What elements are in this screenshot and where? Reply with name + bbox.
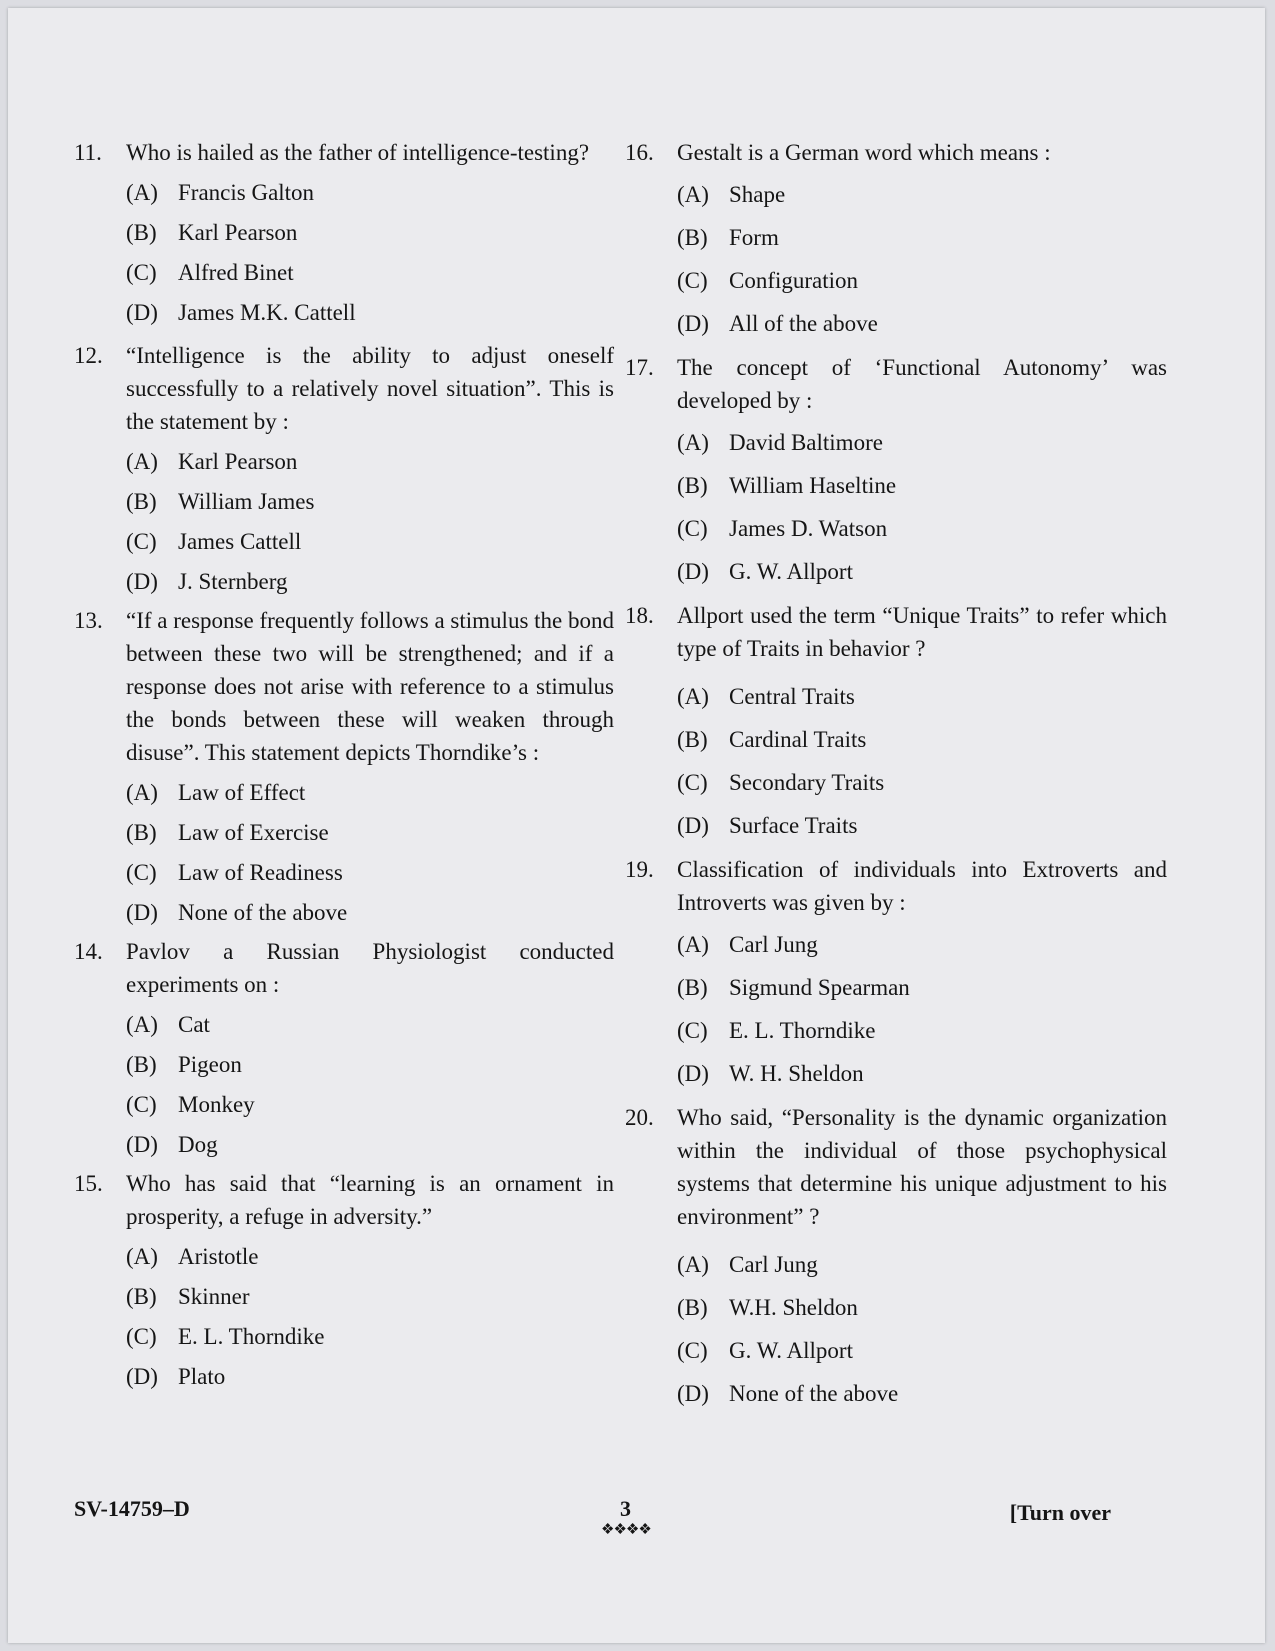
- question-11: [74, 136, 614, 333]
- question-text: Classification of individuals into Extroverts and Introverts was given by :: [677, 857, 1167, 915]
- option-c: (C) Monkey: [126, 1092, 255, 1117]
- question-text: Allport used the term “Unique Traits” to refer which type of Traits in behavior ?: [677, 603, 1167, 661]
- option-a: (A) Central Traits: [677, 684, 855, 709]
- question-number: 15.: [74, 1171, 103, 1196]
- option-a: (A) Carl Jung: [677, 1252, 818, 1277]
- option-b: (B) Sigmund Spearman: [677, 975, 910, 1000]
- option-d: (D) None of the above: [126, 900, 348, 925]
- option-d: (D) Dog: [126, 1132, 218, 1157]
- option-d: (D) Plato: [126, 1364, 226, 1389]
- question-13: [74, 604, 614, 933]
- question-text: Gestalt is a German word which means :: [677, 140, 1051, 165]
- left-column: [74, 136, 614, 1397]
- question-number: 11.: [74, 140, 102, 165]
- option-b: (B) Form: [677, 225, 779, 250]
- option-d: (D) Surface Traits: [677, 813, 858, 838]
- option-b: (B) William Haseltine: [677, 473, 897, 498]
- option-a: (A) Francis Galton: [126, 180, 315, 205]
- option-b: (B) Law of Exercise: [126, 820, 329, 845]
- question-text: Pavlov a Russian Physiologist conducted experiments on :: [126, 939, 614, 997]
- question-number: 14.: [74, 939, 103, 964]
- question-text: The concept of ‘Functional Autonomy’ was developed by :: [677, 355, 1167, 413]
- option-c: (C) Configuration: [677, 268, 859, 293]
- option-a: (A) Aristotle: [126, 1244, 259, 1269]
- option-c: (C) E. L. Thorndike: [677, 1018, 876, 1043]
- question-text: Who is hailed as the father of intelligence-testing?: [126, 140, 590, 165]
- option-c: (C) James D. Watson: [677, 516, 888, 541]
- option-c: (C) Secondary Traits: [677, 770, 885, 795]
- option-b: (B) William James: [126, 489, 315, 514]
- option-a: (A) Cat: [126, 1012, 210, 1037]
- question-text: Who said, “Personality is the dynamic organization within the individual of those psychophysical systems that determine his unique adjustment to his environment” ?: [677, 1105, 1167, 1229]
- option-c: (C) Alfred Binet: [126, 260, 294, 285]
- option-a: (A) Carl Jung: [677, 932, 818, 957]
- question-number: 18.: [625, 603, 654, 628]
- option-c: (C) G. W. Allport: [677, 1338, 853, 1363]
- question-number: 20.: [625, 1105, 654, 1130]
- option-a: (A) David Baltimore: [677, 430, 883, 455]
- question-number: 13.: [74, 608, 103, 633]
- question-14: [74, 935, 614, 1165]
- question-20: [625, 1101, 1167, 1415]
- option-c: (C) James Cattell: [126, 529, 302, 554]
- option-d: (D) All of the above: [677, 311, 878, 336]
- question-number: 17.: [625, 355, 654, 380]
- option-b: (B) Karl Pearson: [126, 220, 298, 245]
- question-number: 12.: [74, 343, 103, 368]
- option-c: (C) E. L. Thorndike: [126, 1324, 325, 1349]
- question-19: [625, 853, 1167, 1095]
- question-number: 16.: [625, 140, 654, 165]
- option-d: (D) None of the above: [677, 1381, 899, 1406]
- question-text: Who has said that “learning is an ornament in prosperity, a refuge in adversity.”: [126, 1171, 614, 1229]
- turn-over-label: [Turn over: [1009, 1500, 1111, 1525]
- question-15: [74, 1167, 614, 1397]
- option-a: (A) Law of Effect: [126, 780, 306, 805]
- option-d: (D) James M.K. Cattell: [126, 300, 356, 325]
- question-number: 19.: [625, 857, 654, 882]
- question-17: [625, 351, 1167, 593]
- right-column: [625, 136, 1167, 1415]
- option-d: (D) G. W. Allport: [677, 559, 853, 584]
- exam-page: [8, 8, 1265, 1643]
- option-a: (A) Karl Pearson: [126, 449, 298, 474]
- option-b: (B) Cardinal Traits: [677, 727, 867, 752]
- question-text: “Intelligence is the ability to adjust oneself successfully to a relatively novel situation”. This is the statement by :: [126, 343, 614, 434]
- ornament-dots: ❖❖❖❖: [601, 1522, 651, 1538]
- option-a: (A) Shape: [677, 182, 786, 207]
- page-number: 3: [620, 1496, 631, 1521]
- option-c: (C) Law of Readiness: [126, 860, 343, 885]
- option-b: (B) Skinner: [126, 1284, 250, 1309]
- question-12: [74, 339, 614, 602]
- option-d: (D) W. H. Sheldon: [677, 1061, 864, 1086]
- question-18: [625, 599, 1167, 847]
- option-d: (D) J. Sternberg: [126, 569, 288, 594]
- option-b: (B) W.H. Sheldon: [677, 1295, 858, 1320]
- paper-code: SV-14759–D: [74, 1496, 190, 1521]
- question-text: “If a response frequently follows a stimulus the bond between these two will be strengthened; and if a response does not arise with reference to a stimulus the bonds between these will weaken through disuse”. This statement depicts Thorndike’s :: [126, 608, 614, 765]
- question-16: [625, 136, 1167, 345]
- option-b: (B) Pigeon: [126, 1052, 242, 1077]
